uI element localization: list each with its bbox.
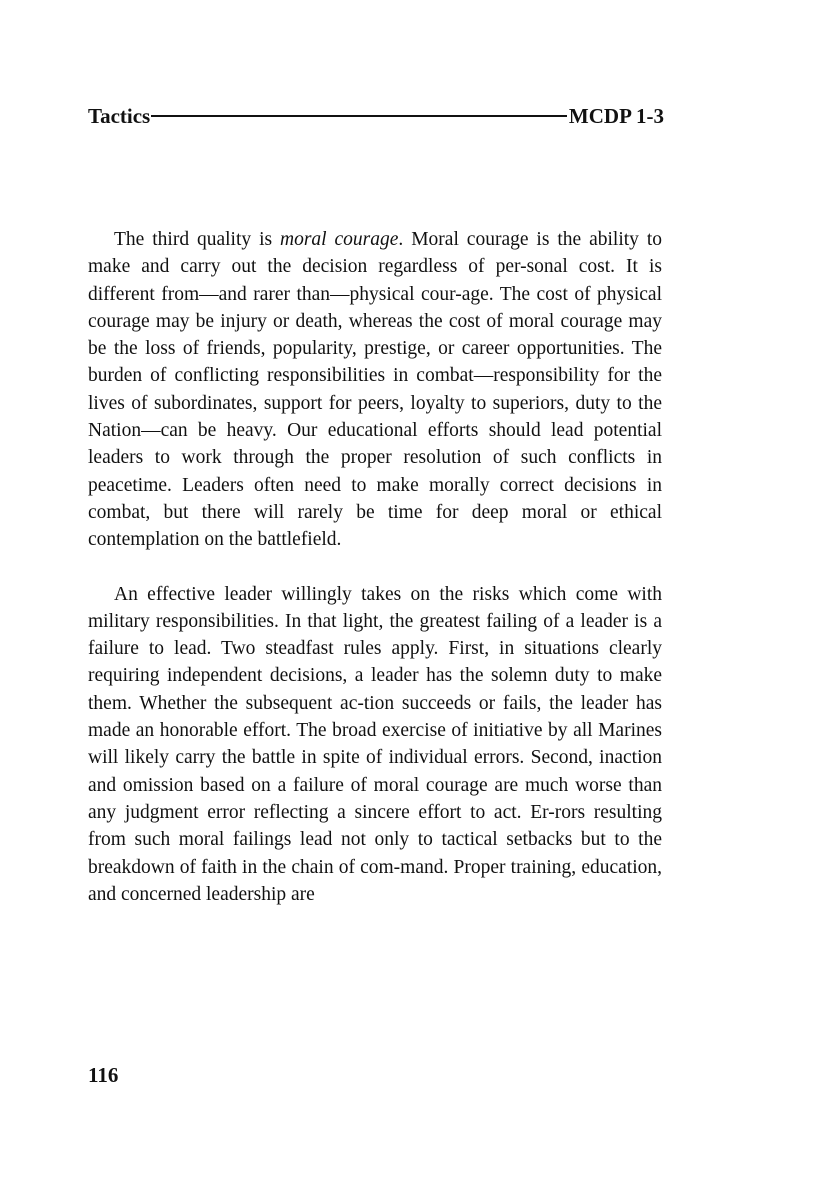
- header-rule: [151, 115, 567, 117]
- paragraph-1-rest: . Moral courage is the ability to make and carry out the decision regardless of per-sonal cost. It is different from—and rarer than—physical cour-age. The cost of physical courage may be injury or death, whereas the cost of moral courage may be the loss of friends, popularity, prestige, or career opportunities. The burden of conflicting responsibilities in combat—responsibility for the lives of subordinates, support for peers, loyalty to superiors, duty to the Nation—can be heavy. Our educational efforts should lead potential leaders to work through the proper resolution of such conflicts in peacetime. Leaders often need to make morally correct decisions in combat, but there will rarely be time for deep moral or ethical contemplation on the battlefield.: [88, 229, 663, 551]
- paragraph-moral-courage: [88, 226, 662, 554]
- paragraph-1-lead: The third quality is: [114, 229, 280, 250]
- paragraph-1-emphasis: moral courage: [280, 229, 399, 250]
- header-left-title: Tactics: [88, 103, 151, 128]
- paragraph-effective-leader: An effective leader willingly takes on the risks which come with military responsibilities. In that light, the greatest failing of a leader is a failure to lead. Two steadfast rules apply. First, in situations clearly requiring independent decisions, a leader has the solemn duty to make them. Whether the subsequent ac-tion succeeds or fails, the leader has made an honorable effort. The broad exercise of initiative by all Marines will likely carry the battle in spite of individual errors. Second, inaction and omission based on a failure of moral courage are much worse than any judgment error reflecting a sincere effort to act. Er-rors resulting from such moral failings lead not only to tactical setbacks but to the breakdown of faith in the chain of com-mand. Proper training, education, and concerned leadership are: [88, 583, 662, 905]
- page-number: 116: [88, 1063, 119, 1087]
- body-text: [88, 226, 662, 908]
- running-header: [88, 102, 664, 130]
- header-right-title: MCDP 1-3: [568, 103, 664, 128]
